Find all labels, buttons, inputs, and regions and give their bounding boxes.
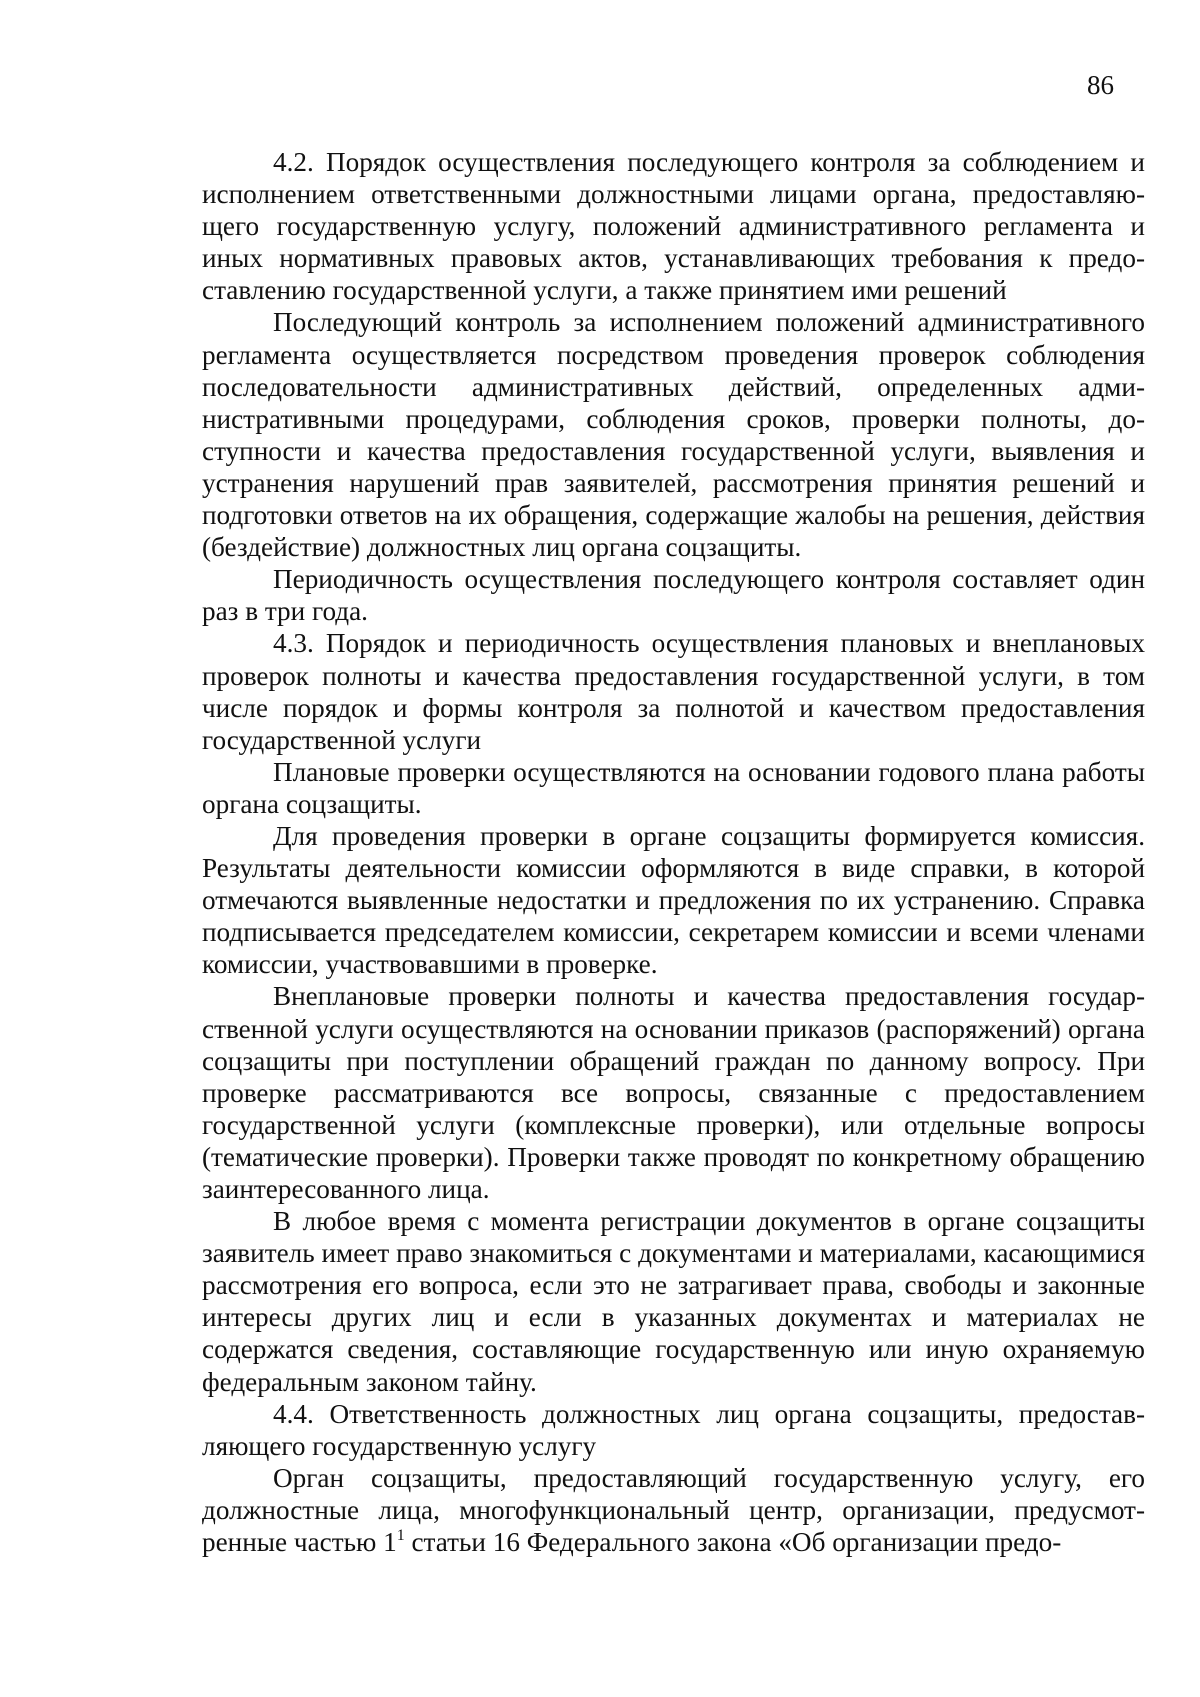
paragraph-planned-checks: Плановые проверки осуществляются на основании годового плана работы органа соцзащиты. (202, 756, 1145, 819)
paragraph-periodicity: Периодичность осуществления последующего контроля составляет один раз в три года. (202, 564, 1145, 627)
paragraph-commission: Для проведения проверки в органе соцзащиты формируется комиссия. Результаты деятельности комиссии оформляются в виде справки, в которой отмечаются выявленные недостатки и предложения по их устранению. Справка подписывается председателем комиссии, секретарем комиссии и всеми членами комиссии, участвовавшими в проверке. (202, 820, 1145, 980)
paragraph-section-4-4-heading: 4.4. Ответственность должностных лиц органа соцзащиты, предоставляющего государственную услугу (202, 1398, 1145, 1461)
page-number: 86 (1087, 70, 1114, 100)
superscript-1: 1 (396, 1527, 405, 1545)
responsibility-text-start: Орган соцзащиты, предоставляющий государственную услугу, его должностные лица, многофункциональный центр, организации, предусмотренные частью 1 (202, 1462, 1145, 1558)
paragraph-unplanned-checks: Внеплановые проверки полноты и качества предоставления государственной услуги осуществляются на основании приказов (распоряжений) органа соцзащиты при поступлении обращений граждан по данному вопросу. При проверке рассматриваются все вопросы, связанные с предоставлением государственной услуги (комплексные проверки), или отдельные вопросы (тематические проверки). Проверки также проводят по конкретному обращению заинтересованного лица. (202, 981, 1145, 1204)
responsibility-text-end: статьи 16 Федерального закона «Об организации предо- (404, 1527, 1062, 1558)
paragraph-subsequent-control: Последующий контроль за исполнением положений административного регламента осуществляется посредством проведения проверок соблюдения последовательности административных действий, определенных административными процедурами, соблюдения сроков, проверки полноты, доступности и качества предоставления государственной услуги, выявления и устранения нарушений прав заявителей, рассмотрения принятия решений и подготовки ответов на их обращения, содержащие жалобы на решения, действия (бездействие) должностных лиц органа соцзащиты. (202, 307, 1145, 563)
paragraph-responsibility (202, 1462, 1145, 1558)
paragraph-applicant-rights: В любое время с момента регистрации документов в органе соцзащиты заявитель имеет право знакомиться с документами и материалами, касающимися рассмотрения его вопроса, если это не затрагивает права, свободы и законные интересы других лиц и если в указанных документах и материалах не содержатся сведения, составляющие государственную или иную охраняемую федеральным законом тайну. (202, 1206, 1145, 1397)
paragraph-section-4-3-heading: 4.3. Порядок и периодичность осуществления плановых и внеплановых проверок полноты и качества предоставления государственной услуги, в том числе порядок и формы контроля за полнотой и качеством предоставления государственной услуги (202, 628, 1145, 755)
document-body (202, 146, 1145, 1558)
paragraph-section-4-2-heading: 4.2. Порядок осуществления последующего контроля за соблюдением и исполнением ответственными должностными лицами органа, предоставляющего государственную услугу, положений административного регламента и иных нормативных правовых актов, устанавливающих требования к предоставлению государственной услуги, а также принятием ими решений (202, 147, 1145, 306)
